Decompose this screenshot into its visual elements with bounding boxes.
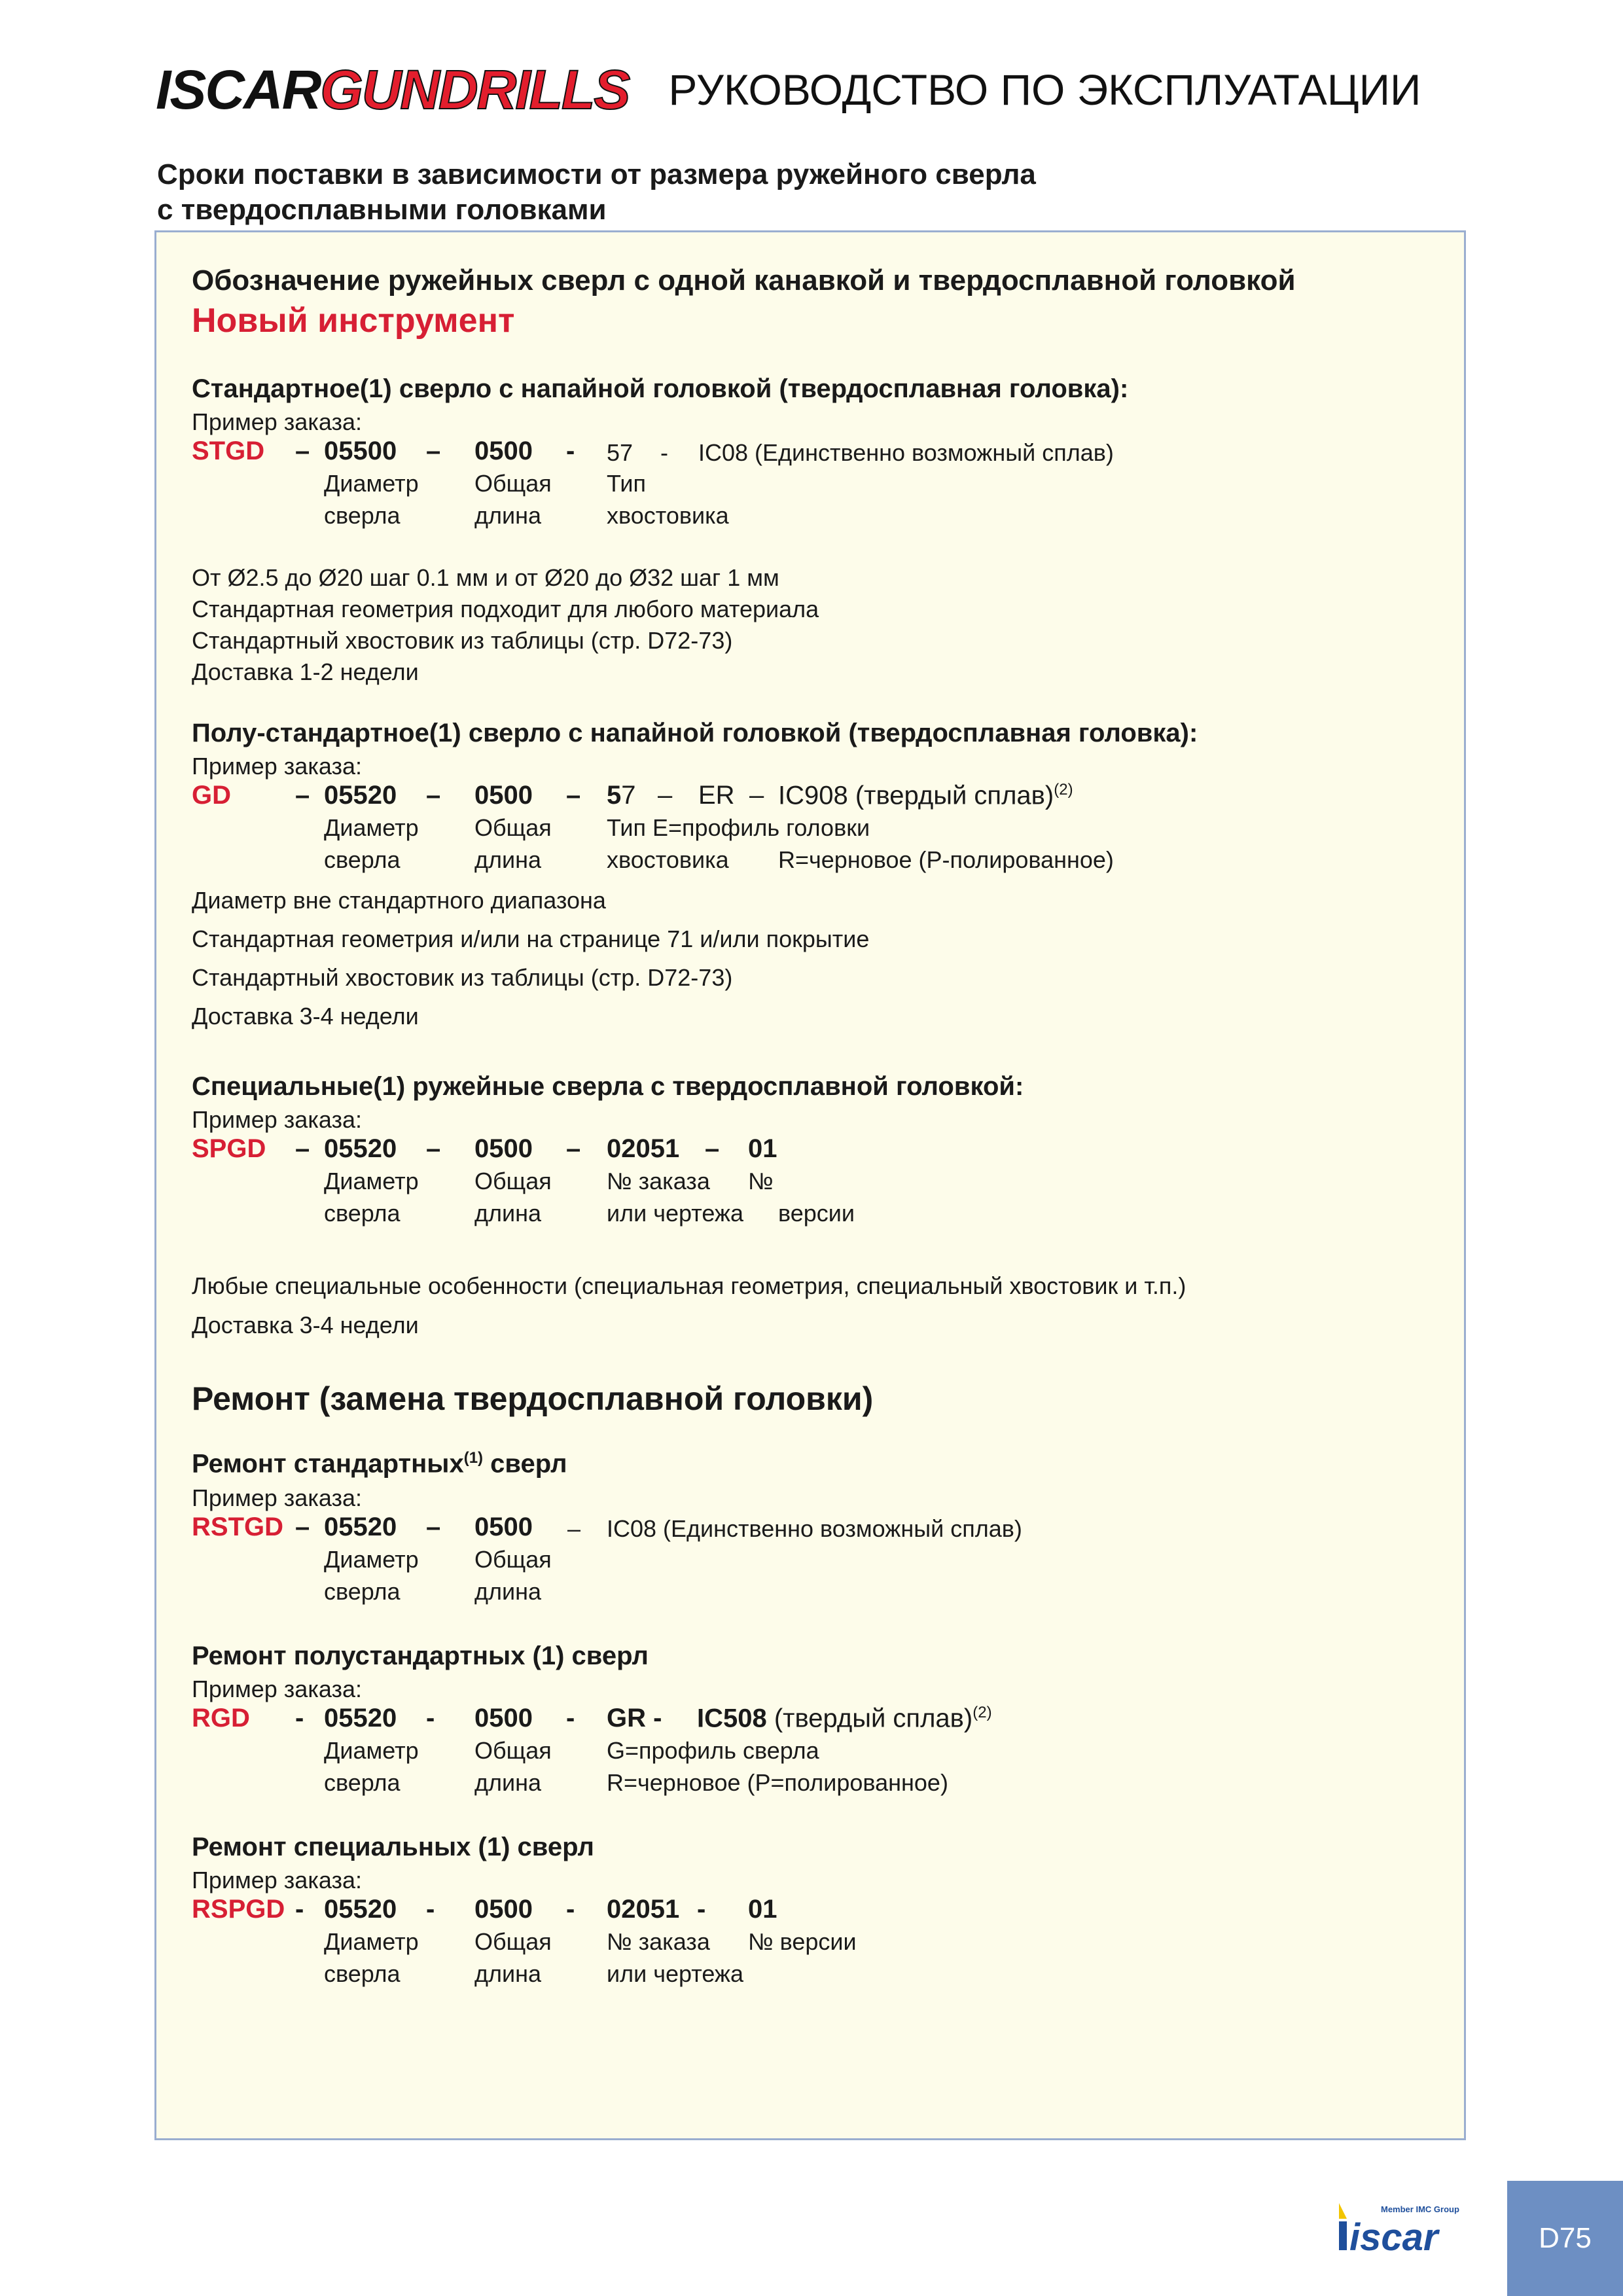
semi-note: Стандартная геометрия и/или на странице 71 и/или покрытие <box>192 925 870 952</box>
intro-heading: Сроки поставки в зависимости от размера ружейного сверла с твердосплавными головками <box>157 158 1036 226</box>
semi-note: Стандартный хвостовик из таблицы (стр. D72-73) <box>192 964 733 991</box>
standard-code-row: STGD – 05500 – 0500 - 57 - IC08 (Единственно возможный сплав) <box>192 437 1114 466</box>
repair-special-title: Ремонт специальных (1) сверл <box>192 1833 594 1861</box>
svg-text:Member IMC Group: Member IMC Group <box>1381 2204 1459 2214</box>
iscar-logo-icon <box>1335 2199 1472 2258</box>
semi-code-row: GD – 05520 – 0500 – 57 – ER – IC908 (твердый сплав)$^{(2)}$ <box>192 781 1073 810</box>
semi-note: Диаметр вне стандартного диапазона <box>192 887 606 914</box>
special-title: Специальные(1) ружейные сверла с твердосплавной головкой: <box>192 1072 1024 1101</box>
semi-note: Доставка 3-4 недели <box>192 1003 419 1030</box>
special-code-row: SPGD – 05520 – 0500 – 02051 – 01 <box>192 1134 777 1163</box>
repair-semi-code-row: RGD - 05520 - 0500 - GR - IC508 (твердый сплав)$^{(2)}$ <box>192 1704 992 1733</box>
designation-title: Обозначение ружейных сверл с одной канавкой и твердосплавной головкой <box>192 264 1296 296</box>
special-note: Любые специальные особенности (специальная геометрия, специальный хвостовик и т.п.) <box>192 1272 1186 1299</box>
standard-example-label: Пример заказа: <box>192 408 363 435</box>
standard-note: Доставка 1-2 недели <box>192 658 419 685</box>
page-title: РУКОВОДСТВО ПО ЭКСПЛУАТАЦИИ <box>668 65 1421 114</box>
repair-standard-example-label: Пример заказа: <box>192 1484 363 1511</box>
semi-title: Полу-стандартное(1) сверло с напайной головкой (твердосплавная головка): <box>192 719 1198 747</box>
iscar-footer-logo <box>1335 2199 1472 2258</box>
standard-note: Стандартная геометрия подходит для любого материала <box>192 596 819 622</box>
repair-special-code-row: RSPGD - 05520 - 0500 - 02051 - 01 <box>192 1895 777 1924</box>
page-number: D75 <box>1507 2181 1623 2296</box>
special-note: Доставка 3-4 недели <box>192 1312 419 1338</box>
repair-standard-code-row: RSTGD – 05520 – 0500 – IC08 (Единственно возможный сплав) <box>192 1513 1022 1542</box>
designation-subtitle: Новый инструмент <box>192 302 515 340</box>
repair-standard-title: Ремонт стандартных$^{(1)}$ сверл <box>192 1449 567 1479</box>
standard-title: Стандартное(1) сверло с напайной головкой (твердосплавная головка): <box>192 374 1129 403</box>
repair-semi-example-label: Пример заказа: <box>192 1676 363 1702</box>
iscar-gundrills-logo: ISCARGUNDRILLS <box>156 59 630 120</box>
page-header <box>156 60 1421 119</box>
svg-text:iscar: iscar <box>1349 2216 1438 2258</box>
semi-example-label: Пример заказа: <box>192 753 363 780</box>
repair-title: Ремонт (замена твердосплавной головки) <box>192 1380 874 1417</box>
standard-note: Стандартный хвостовик из таблицы (стр. D72-73) <box>192 627 733 654</box>
repair-semi-title: Ремонт полустандартных (1) сверл <box>192 1641 649 1670</box>
repair-special-example-label: Пример заказа: <box>192 1867 363 1893</box>
special-example-label: Пример заказа: <box>192 1106 363 1133</box>
standard-note: От Ø2.5 до Ø20 шаг 0.1 мм и от Ø20 до Ø32 шаг 1 мм <box>192 564 779 591</box>
